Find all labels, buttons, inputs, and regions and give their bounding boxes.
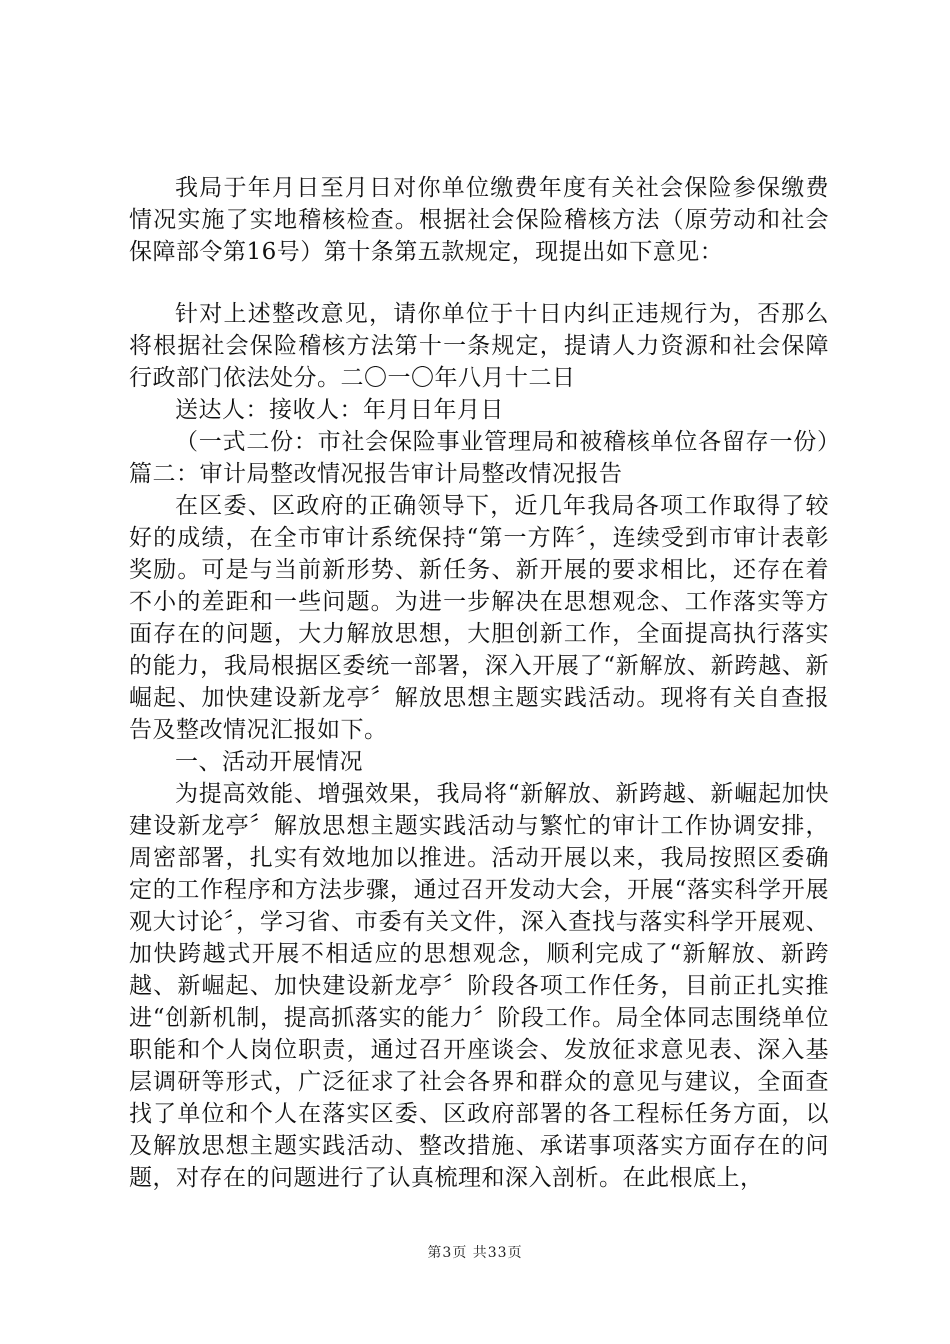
section-heading-activity: 一、活动开展情况 [175, 749, 363, 775]
document-body [129, 172, 829, 1194]
paragraph-rectification-request: 针对上述整改意见，请你单位于十日内纠正违规行为，否那么将根据社会保险稽核方法第十一条规定，提请人力资源和社会保障行政部门依法处分。二〇一〇年八月十二日 [129, 301, 829, 391]
paragraph-activity-details: 为提高效能、增强效果，我局将“新解放、新跨越、新崛起加快建设新龙亭〞解放思想主题实践活动与繁忙的审计工作协调安排，周密部署，扎实有效地加以推进。活动开展以来，我局按照区委确定的工作程序和方法步骤，通过召开发动大会，开展“落实科学开展观大讨论〞，学习省、市委有关文件，深入查找与落实科学开展观、加快跨越式开展不相适应的思想观念，顺利完成了“新解放、新跨越、新崛起、加快建设新龙亭〞阶段各项工作任务，目前正扎实推进“创新机制，提高抓落实的能力〞阶段工作。局全体同志围绕单位职能和个人岗位职责，通过召开座谈会、发放征求意见表、深入基层调研等形式，广泛征求了社会各界和群众的意见与建议，全面查找了单位和个人在落实区委、区政府部署的各工程标任务方面，以及解放思想主题实践活动、整改措施、承诺事项落实方面存在的问题，对存在的问题进行了认真梳理和深入剖析。在此根底上， [129, 781, 829, 1191]
paragraph-copies-note: （一式二份：市社会保险事业管理局和被稽核单位各留存一份）篇二：审计局整改情况报告审计局整改情况报告 [129, 429, 829, 487]
paragraph-delivery-receipt: 送达人：接收人：年月日年月日 [175, 397, 504, 423]
paragraph-audit-notice: 我局于年月日至月日对你单位缴费年度有关社会保险参保缴费情况实施了实地稽核检查。根据社会保险稽核方法（原劳动和社会保障部令第16号）第十条第五款规定，现提出如下意见： [129, 175, 829, 265]
page-number-footer: 第3页 共33页 [427, 1245, 523, 1261]
paragraph-introduction: 在区委、区政府的正确领导下，近几年我局各项工作取得了较好的成绩，在全市审计系统保持“第一方阵〞，连续受到市审计表彰奖励。可是与当前新形势、新任务、新开展的要求相比，还存在着不小的差距和一些问题。为进一步解决在思想观念、工作落实等方面存在的问题，大力解放思想，大胆创新工作，全面提高执行落实的能力，我局根据区委统一部署，深入开展了“新解放、新跨越、新崛起、加快建设新龙亭〞解放思想主题实践活动。现将有关自查报告及整改情况汇报如下。 [129, 493, 829, 743]
